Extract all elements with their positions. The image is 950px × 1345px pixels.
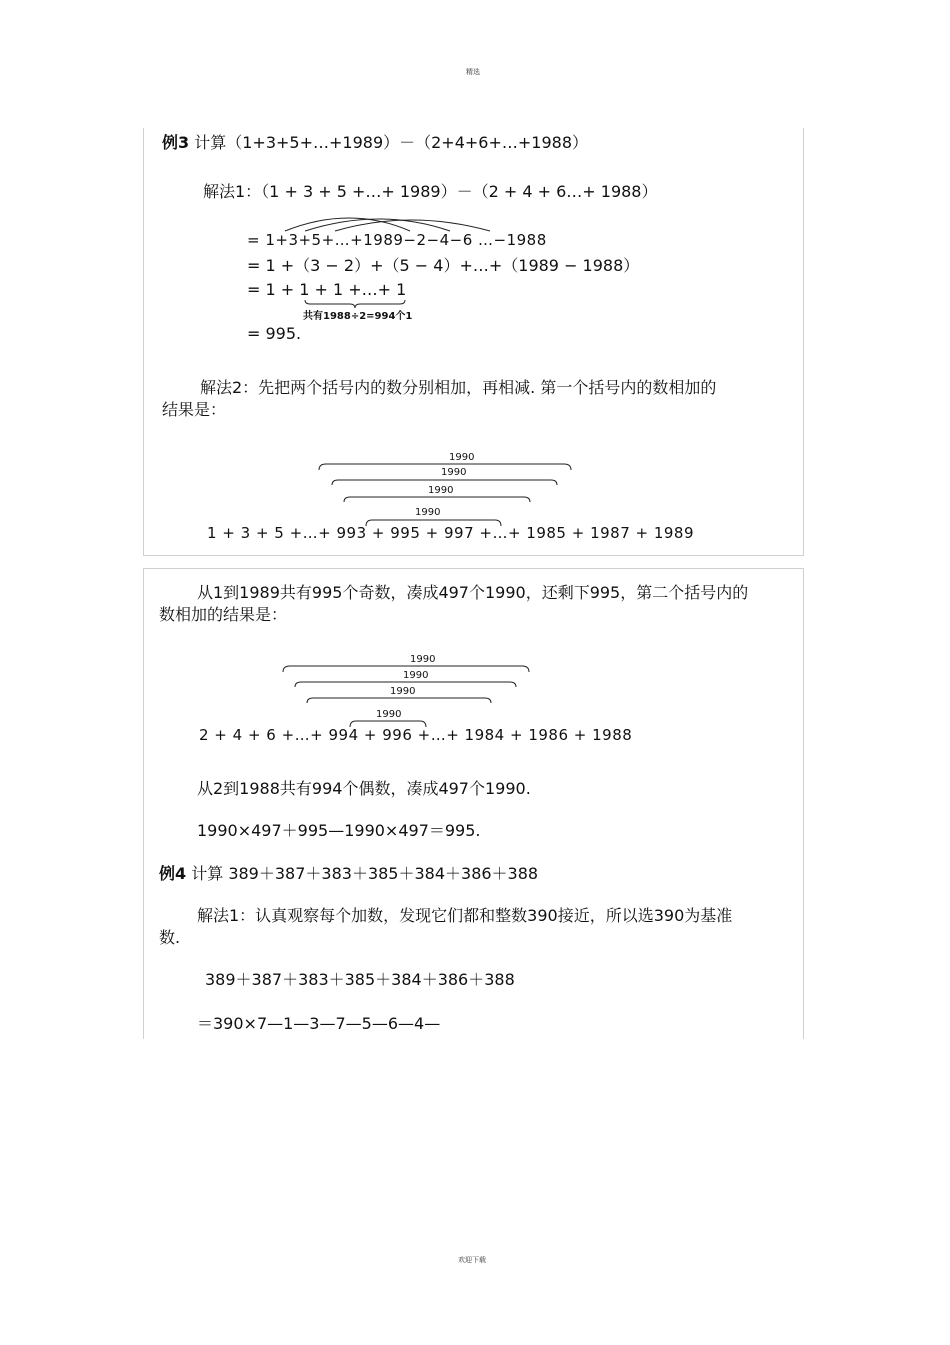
even-brace-label: 1990 — [403, 670, 429, 681]
example3-prompt: 计算（1+3+5+…+1989）－（2+4+6+…+1988） — [194, 133, 589, 152]
even-explain: 从2到1988共有994个偶数，凑成497个1990. — [197, 779, 531, 798]
example4-line2: ＝390×7—1—3—7—5—6—4— — [197, 1014, 441, 1033]
method1-note: 共有1988÷2=994个1 — [303, 311, 413, 322]
method1-line4: = 995. — [247, 324, 302, 343]
example3-panel-bottom — [143, 568, 804, 1039]
example4-prompt: 计算 389＋387＋383＋385＋384＋386＋388 — [191, 864, 539, 883]
even-brace-label: 1990 — [390, 686, 416, 697]
even-brace-label: 1990 — [376, 709, 402, 720]
example3-label: 例3 — [162, 133, 190, 152]
example4-method1-line1: 解法1：认真观察每个加数，发现它们都和整数390接近，所以选390为基准 — [197, 906, 733, 925]
method2-para-line1: 解法2：先把两个括号内的数分别相加，再相减. 第一个括号内的数相加的 — [200, 378, 717, 397]
example3-heading — [162, 133, 588, 153]
even-brace-label: 1990 — [410, 654, 436, 665]
method1-line1: = 1+3+5+…+1989−2−4−6 …−1988 — [247, 231, 547, 249]
method1-title: 解法1：（1 + 3 + 5 +…+ 1989）－（2 + 4 + 6…+ 1988） — [203, 182, 658, 201]
page-header: 精选 — [466, 68, 480, 76]
example4-label: 例4 — [159, 864, 187, 883]
example4-heading — [159, 864, 538, 884]
odd-explain-line1: 从1到1989共有995个奇数，凑成497个1990，还剩下995，第二个括号内的 — [197, 583, 749, 602]
example4-method1-line2: 数. — [159, 928, 181, 947]
final-line: 1990×497＋995—1990×497＝995. — [197, 821, 481, 840]
odd-brace-label: 1990 — [428, 485, 454, 496]
page-footer: 欢迎下载 — [458, 1256, 486, 1264]
example4-line1: 389＋387＋383＋385＋384＋386＋388 — [205, 970, 515, 989]
method2-para-line2: 结果是： — [162, 400, 227, 419]
method1-line3: = 1 + 1 + 1 +…+ 1 — [247, 280, 407, 299]
even-sum-line: 2 + 4 + 6 +…+ 994 + 996 +…+ 1984 + 1986 + 1988 — [199, 726, 633, 744]
odd-explain-line2: 数相加的结果是： — [159, 605, 288, 624]
odd-brace-label: 1990 — [441, 467, 467, 478]
odd-brace-label: 1990 — [449, 452, 475, 463]
method1-line2: = 1 +（3 − 2）+（5 − 4）+…+（1989 − 1988） — [247, 256, 640, 275]
odd-sum-line: 1 + 3 + 5 +…+ 993 + 995 + 997 +…+ 1985 + 1987 + 1989 — [207, 524, 695, 542]
odd-brace-label: 1990 — [415, 507, 441, 518]
